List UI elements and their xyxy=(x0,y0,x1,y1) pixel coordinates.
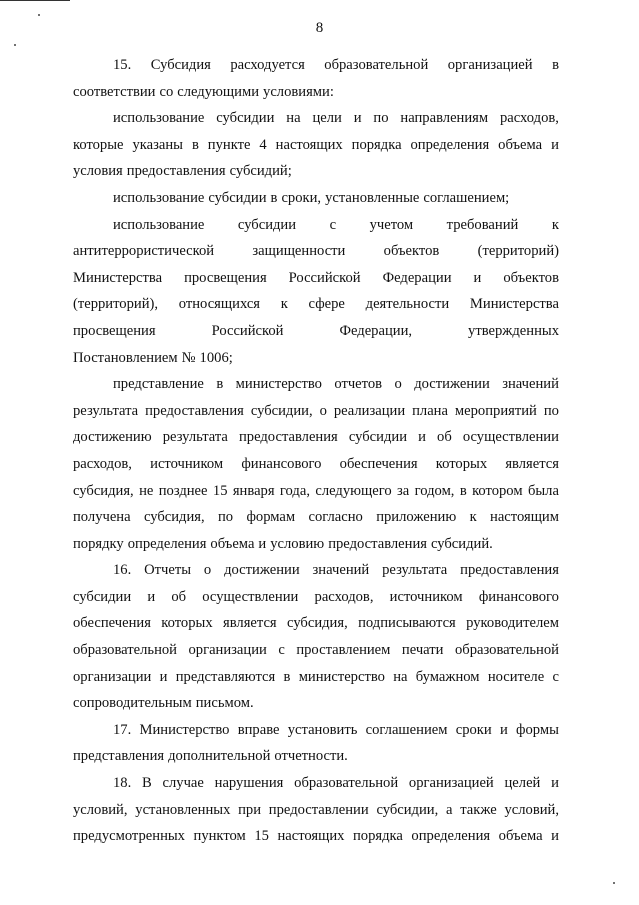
word: а xyxy=(445,801,453,818)
word: Федерации xyxy=(382,269,452,286)
word: субсидии xyxy=(348,429,408,446)
word: и xyxy=(473,269,482,286)
scan-artifact-line xyxy=(0,0,70,1)
word: источником xyxy=(150,455,224,472)
text-line xyxy=(73,265,559,292)
word: использование xyxy=(113,189,205,206)
word: установить xyxy=(287,721,358,738)
word: (территорий) xyxy=(477,243,559,260)
word: позднее xyxy=(158,482,208,499)
word: сроки, xyxy=(281,189,322,206)
word: была xyxy=(527,482,559,499)
word: определения xyxy=(127,535,207,552)
text-line xyxy=(73,797,559,824)
word: субсидий. xyxy=(430,535,493,552)
word: 15 xyxy=(212,482,228,499)
word: по xyxy=(543,402,559,419)
word: предусмотренных xyxy=(73,828,185,845)
word: целей xyxy=(504,775,541,792)
word: 17. xyxy=(113,721,132,738)
word: которых xyxy=(161,615,213,632)
word: и xyxy=(551,828,559,845)
word: представляются xyxy=(175,668,276,685)
word: и xyxy=(147,588,156,605)
document-body xyxy=(73,52,559,850)
word: результата xyxy=(73,402,139,419)
word: носителе xyxy=(487,668,545,685)
word: утвержденных xyxy=(468,322,559,339)
word: по xyxy=(218,509,234,526)
text-line xyxy=(73,504,559,531)
word: обеспечения xyxy=(339,455,418,472)
word: об xyxy=(171,588,187,605)
scan-speck xyxy=(38,14,40,16)
text-line xyxy=(73,610,559,637)
word: по xyxy=(373,110,389,127)
text-line xyxy=(73,345,559,372)
word: 18. xyxy=(113,775,132,792)
word: бумажном xyxy=(415,668,480,685)
word: вправе xyxy=(237,721,280,738)
word: о xyxy=(203,562,212,579)
text-line xyxy=(73,105,559,132)
word: объема xyxy=(498,136,543,153)
word: за xyxy=(397,482,410,499)
word: на xyxy=(286,110,301,127)
word: соглашением xyxy=(365,721,448,738)
word: Министерства xyxy=(469,296,559,313)
word: Министерства xyxy=(73,269,163,286)
word: и xyxy=(551,136,559,153)
word: Российской xyxy=(288,269,361,286)
word: 15 xyxy=(254,828,269,845)
word: защищенности xyxy=(252,243,346,260)
word: субсидии xyxy=(73,588,132,605)
word: использование xyxy=(113,216,205,233)
word: представление xyxy=(113,376,204,393)
text-line xyxy=(73,584,559,611)
word: финансового xyxy=(241,455,322,472)
word: предоставлении xyxy=(268,801,369,818)
page-number: 8 xyxy=(315,20,324,36)
word: требований xyxy=(446,216,519,233)
scan-speck xyxy=(613,882,615,884)
text-line xyxy=(73,531,559,558)
text-line xyxy=(73,185,559,212)
word: января xyxy=(232,482,275,499)
word: является xyxy=(223,615,277,632)
word: случае xyxy=(162,775,204,792)
word: достижению xyxy=(73,429,152,446)
text-line xyxy=(73,238,559,265)
word: Российской xyxy=(211,322,284,339)
text-line xyxy=(73,158,559,185)
word: (территорий), xyxy=(73,296,159,313)
word: порядку xyxy=(73,535,124,552)
word: соответствии xyxy=(73,83,156,100)
word: министерство xyxy=(235,376,322,393)
word: котором xyxy=(472,482,523,499)
word: на xyxy=(393,668,408,685)
word: источником xyxy=(389,588,463,605)
word: с xyxy=(278,642,285,659)
text-line xyxy=(73,770,559,797)
word: настоящих xyxy=(275,136,343,153)
word: плана xyxy=(412,402,448,419)
word: при xyxy=(238,801,262,818)
word: осуществлении xyxy=(462,429,559,446)
text-line xyxy=(73,79,559,106)
word: относящихся xyxy=(178,296,261,313)
word: образовательной xyxy=(324,57,429,73)
word: предоставления xyxy=(145,402,244,419)
word: реализации xyxy=(333,402,406,419)
word: организации xyxy=(73,668,152,685)
word: значений xyxy=(502,376,559,393)
word: получена xyxy=(73,509,131,526)
word: образовательной xyxy=(454,642,559,659)
word: субсидия, xyxy=(287,615,348,632)
text-line xyxy=(73,212,559,239)
word: письмом. xyxy=(195,695,254,712)
word: руководителем xyxy=(466,615,559,632)
word: которых xyxy=(435,455,488,472)
word: представления xyxy=(73,748,165,765)
word: антитеррористической xyxy=(73,243,215,260)
text-line xyxy=(73,690,559,717)
word: объектов xyxy=(383,243,440,260)
word: просвещения xyxy=(73,322,156,339)
word: сроки xyxy=(455,721,492,738)
word: условию xyxy=(270,535,325,552)
word: финансового xyxy=(478,588,559,605)
word: к xyxy=(551,216,559,233)
word: не xyxy=(139,482,154,499)
word: значений xyxy=(312,562,370,579)
word: порядка xyxy=(351,136,402,153)
word: В xyxy=(142,775,152,792)
word: субсидии xyxy=(237,216,297,233)
word: пункте xyxy=(207,136,251,153)
word: подписываются xyxy=(358,615,456,632)
word: объема xyxy=(498,828,543,845)
word: субсидий; xyxy=(229,163,292,180)
word: в xyxy=(216,376,224,393)
word: является xyxy=(505,455,559,472)
word: печати xyxy=(401,642,444,659)
word: и xyxy=(159,668,168,685)
word: условия xyxy=(73,163,123,180)
word: расходуется xyxy=(230,57,305,73)
word: сопроводительным xyxy=(73,695,192,712)
word: субсидии xyxy=(216,110,275,127)
scan-speck xyxy=(14,44,16,46)
word: с xyxy=(552,668,559,685)
word: расходов, xyxy=(500,110,559,127)
word: согласно xyxy=(308,509,363,526)
word: установленных xyxy=(135,801,231,818)
word: дополнительной xyxy=(168,748,271,765)
word: мероприятий xyxy=(454,402,537,419)
word: достижении xyxy=(224,562,300,579)
word: в xyxy=(283,668,291,685)
word: Министерство xyxy=(139,721,230,738)
word: расходов, xyxy=(73,455,132,472)
word: нарушения xyxy=(214,775,284,792)
word: образовательной xyxy=(73,642,177,659)
word: пунктом xyxy=(193,828,246,845)
word: условий, xyxy=(504,801,559,818)
word: № xyxy=(181,349,196,366)
text-line xyxy=(73,823,559,850)
word: осуществлении xyxy=(202,588,299,605)
word: учетом xyxy=(369,216,414,233)
word: и xyxy=(353,110,362,127)
word: Федерации, xyxy=(339,322,413,339)
word: в xyxy=(191,136,199,153)
word: объектов xyxy=(503,269,559,286)
text-line xyxy=(73,398,559,425)
text-line xyxy=(73,743,559,770)
word: указаны xyxy=(132,136,183,153)
word: предоставления xyxy=(238,429,338,446)
word: и xyxy=(258,535,267,552)
word: определения xyxy=(410,136,490,153)
text-line xyxy=(73,451,559,478)
word: к xyxy=(280,296,288,313)
text-line xyxy=(73,717,559,744)
word: соглашением; xyxy=(423,189,510,206)
word: субсидии xyxy=(208,189,267,206)
word: условиями: xyxy=(263,83,334,100)
word: в xyxy=(270,189,278,206)
word: результата xyxy=(382,562,448,579)
word: цели xyxy=(312,110,342,127)
word: просвещения xyxy=(184,269,267,286)
word: отчетности. xyxy=(274,748,348,765)
word: Субсидия xyxy=(150,57,211,73)
text-line xyxy=(73,318,559,345)
word: 1006; xyxy=(199,349,233,366)
word: 4 xyxy=(259,136,267,153)
text-line xyxy=(73,291,559,318)
word: проставлением xyxy=(296,642,391,659)
word: приложению xyxy=(376,509,457,526)
word: к xyxy=(469,509,477,526)
word: определения xyxy=(411,828,491,845)
word: в xyxy=(552,57,559,73)
word: образовательной xyxy=(294,775,399,792)
word: со xyxy=(159,83,174,100)
word: Постановлением xyxy=(73,349,178,366)
word: установленные xyxy=(325,189,420,206)
word: формам xyxy=(246,509,296,526)
word: следующими xyxy=(177,83,260,100)
word: Отчеты xyxy=(144,562,192,579)
word: 16. xyxy=(113,562,132,579)
word: субсидия, xyxy=(143,509,205,526)
text-line xyxy=(73,132,559,159)
word: настоящих xyxy=(277,828,345,845)
word: результата xyxy=(162,429,228,446)
word: формы xyxy=(516,721,559,738)
word: организацией xyxy=(408,775,494,792)
word: предоставления xyxy=(328,535,427,552)
text-line xyxy=(73,371,559,398)
word: настоящим xyxy=(490,509,559,526)
word: следующего xyxy=(315,482,392,499)
word: предоставления xyxy=(460,562,559,579)
word: и xyxy=(499,721,508,738)
word: организации xyxy=(188,642,267,659)
text-line xyxy=(73,557,559,584)
text-line xyxy=(73,478,559,505)
text-line xyxy=(73,424,559,451)
word: деятельности xyxy=(365,296,450,313)
text-line xyxy=(73,637,559,664)
word: направлениям xyxy=(400,110,489,127)
word: о xyxy=(319,402,327,419)
word: и xyxy=(418,429,426,446)
word: которые xyxy=(73,136,124,153)
word: об xyxy=(437,429,452,446)
word: объема xyxy=(210,535,255,552)
word: годом, xyxy=(414,482,455,499)
word: расходов, xyxy=(314,588,374,605)
word: о xyxy=(394,376,402,393)
word: министерство xyxy=(298,668,385,685)
word: достижении xyxy=(414,376,490,393)
word: организацией xyxy=(447,57,533,73)
word: также xyxy=(460,801,497,818)
word: с xyxy=(329,216,337,233)
word: субсидии, xyxy=(376,801,439,818)
word: года, xyxy=(279,482,310,499)
word: субсидия, xyxy=(73,482,134,499)
word: в xyxy=(459,482,467,499)
text-line xyxy=(73,664,559,691)
word: сфере xyxy=(308,296,345,313)
word: предоставления xyxy=(126,163,226,180)
word: 15. xyxy=(113,57,132,73)
text-line xyxy=(73,52,559,79)
word: обеспечения xyxy=(73,615,151,632)
word: порядка xyxy=(353,828,403,845)
word: использование xyxy=(113,110,205,127)
word: и xyxy=(551,775,559,792)
word: условий, xyxy=(73,801,128,818)
word: отчетов xyxy=(334,376,383,393)
word: субсидии, xyxy=(250,402,313,419)
